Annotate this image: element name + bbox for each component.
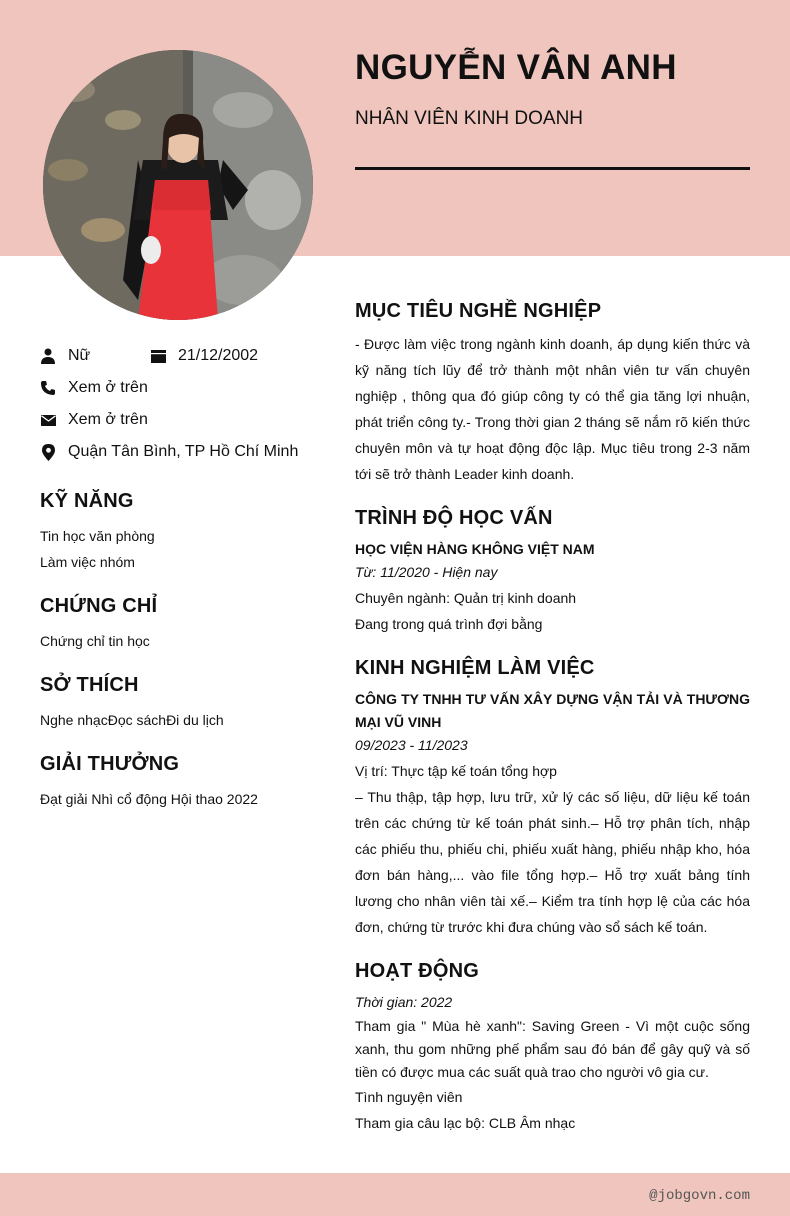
education-section: [355, 507, 750, 637]
gender-birthday-row: [40, 340, 330, 372]
skills-section: [40, 490, 330, 575]
company-name: CÔNG TY TNHH TƯ VẤN XÂY DỰNG VẬN TẢI VÀ THƯƠNG MẠI VŨ VINH: [355, 691, 750, 730]
job-title: NHÂN VIÊN KINH DOANH: [355, 108, 584, 129]
education-heading: TRÌNH ĐỘ HỌC VẤN: [355, 507, 553, 529]
gender-value: Nữ: [68, 347, 91, 364]
address-value: Quận Tân Bình, TP Hồ Chí Minh: [68, 443, 299, 460]
certificate-item: Chứng chỉ tin học: [40, 633, 150, 649]
objective-heading: MỤC TIÊU NGHỀ NGHIỆP: [355, 300, 602, 322]
right-column: [355, 300, 750, 1156]
phone-value: Xem ở trên: [68, 379, 148, 396]
left-column: [40, 340, 330, 812]
email-row: [40, 404, 330, 436]
hobbies-heading: SỞ THÍCH: [40, 674, 139, 696]
award-item: Đạt giải Nhì cổ động Hội thao 2022: [40, 791, 258, 807]
skill-item: Làm việc nhóm: [40, 554, 135, 570]
map-pin-icon: [40, 444, 56, 460]
profile-photo: [43, 50, 313, 320]
education-status: Đang trong quá trình đợi bằng: [355, 616, 543, 632]
activities-role: Tình nguyện viên: [355, 1089, 463, 1105]
email-value: Xem ở trên: [68, 411, 148, 428]
skills-heading: KỸ NĂNG: [40, 490, 134, 512]
envelope-icon: [40, 412, 56, 428]
person-icon: [40, 348, 56, 364]
activities-description: Tham gia " Mùa hè xanh": Saving Green - Vì một cuộc sống xanh, thu gom những phế phẩm sau đó bán để gây quỹ và số tiền có được mua các suất quà trao cho người vô gia cư.: [355, 1018, 750, 1080]
objective-section: [355, 300, 750, 487]
experience-description: – Thu thập, tập hợp, lưu trữ, xử lý các số liệu, dữ liệu kế toán trên các chứng từ kế toán phát sinh.– Hỗ trợ phân tích, nhập các phiếu thu, phiếu chi, phiếu xuất hàng, phiếu nhập kho, hóa đơn bán hàng,... vào file tổng hợp.– Hỗ trợ xuất bảng tính lương cho nhân viên tài xế.– Kiểm tra tính hợp lệ của các hóa đơn, chứng từ trước khi đưa chúng vào sổ sách kế toán.: [355, 789, 750, 935]
activities-club: Tham gia câu lạc bộ: CLB Âm nhạc: [355, 1115, 576, 1131]
candidate-name: NGUYỄN VÂN ANH: [355, 48, 677, 87]
objective-text: - Được làm việc trong ngành kinh doanh, áp dụng kiến thức và kỹ năng tích lũy để trở thành một nhân viên tư vấn chuyên nghiệp , thông qua đó giúp công ty có thể gia tăng lợi nhuận, phát triển công ty.- Trong thời gian 2 tháng sẽ nắm rõ kiến thức chuyên môn và tự hoạt động độc lập. Mục tiêu trong 2-3 năm tới sẽ trở thành Leader kinh doanh.: [355, 336, 750, 482]
birthday-cell: [150, 347, 258, 365]
certificates-heading: CHỨNG CHỈ: [40, 595, 158, 617]
experience-period: 09/2023 - 11/2023: [355, 737, 468, 753]
birthday-value: 21/12/2002: [178, 347, 259, 364]
awards-heading: GIẢI THƯỞNG: [40, 753, 180, 775]
skill-item: Tin học văn phòng: [40, 528, 155, 544]
experience-section: [355, 657, 750, 940]
footer-watermark: @jobgovn.com: [649, 1188, 750, 1204]
hobbies-section: [40, 674, 330, 733]
address-row: [40, 436, 330, 468]
experience-heading: KINH NGHIỆM LÀM VIỆC: [355, 657, 595, 679]
education-period: Từ: 11/2020 - Hiện nay: [355, 564, 498, 580]
gender-cell: [40, 347, 150, 365]
experience-position: Vị trí: Thực tập kế toán tổng hợp: [355, 763, 557, 779]
phone-icon: [40, 380, 56, 396]
activities-period: Thời gian: 2022: [355, 994, 453, 1010]
hobby-item: Nghe nhạcĐọc sáchĐi du lịch: [40, 712, 224, 728]
phone-row: [40, 372, 330, 404]
certificates-section: [40, 595, 330, 654]
title-divider: [355, 167, 750, 170]
awards-section: [40, 753, 330, 812]
activities-heading: HOẠT ĐỘNG: [355, 960, 480, 982]
activities-section: [355, 960, 750, 1136]
education-major: Chuyên ngành: Quản trị kinh doanh: [355, 590, 577, 606]
calendar-icon: [150, 348, 166, 364]
school-name: HỌC VIỆN HÀNG KHÔNG VIỆT NAM: [355, 541, 595, 557]
